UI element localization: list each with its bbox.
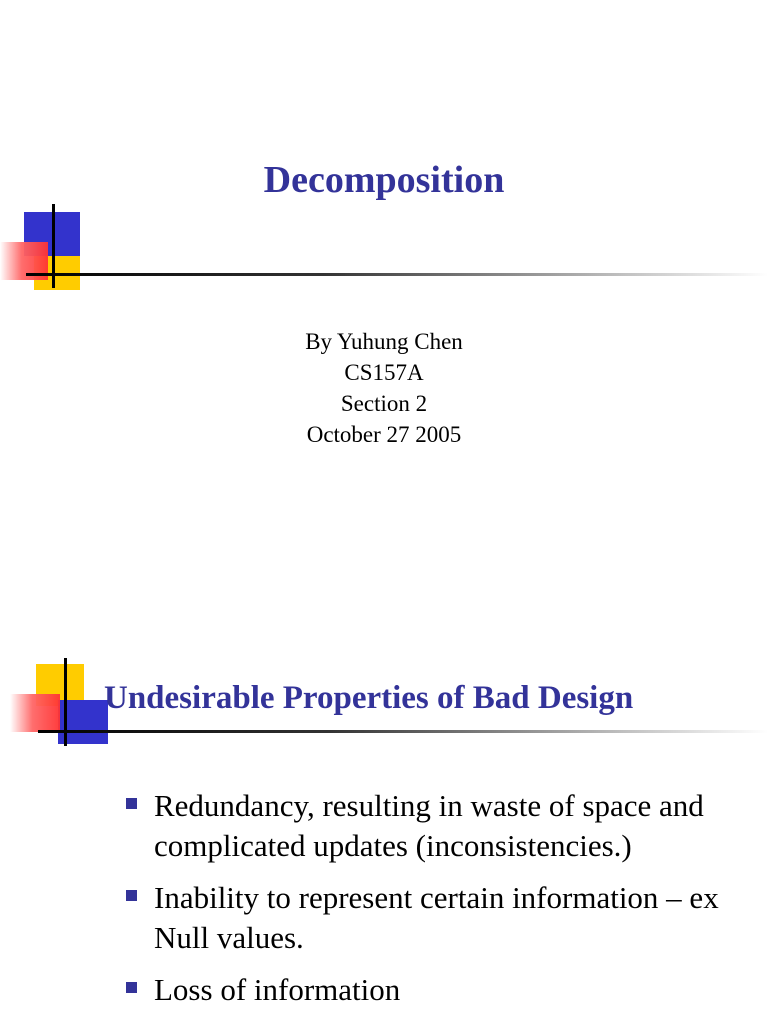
list-item: [124, 786, 734, 866]
square-bullet-icon: [126, 890, 137, 901]
slide-2-title: Undesirable Properties of Bad Design: [104, 680, 634, 716]
slide-2-decoration: [0, 658, 110, 750]
slide-bad-design: [0, 636, 768, 1024]
course-line: CS157A: [344, 360, 424, 385]
red-square: [10, 694, 60, 732]
list-item: [124, 878, 734, 958]
title-underline: [26, 273, 768, 276]
bullet-text: Redundancy, resulting in waste of space and complicated updates (inconsistencies.): [154, 788, 704, 863]
slide-1-decoration: [0, 204, 100, 294]
bullet-text: Loss of information: [154, 972, 401, 1007]
date-line: October 27 2005: [306, 422, 462, 447]
slide-1-subtitle: [0, 326, 768, 450]
section-line: Section 2: [340, 391, 428, 416]
title-underline: [38, 730, 768, 733]
square-bullet-icon: [126, 982, 137, 993]
list-item: [124, 970, 734, 1010]
slide-1-title: Decomposition: [263, 159, 505, 201]
bullet-text: Inability to represent certain information – ex Null values.: [154, 880, 719, 955]
bullet-list: [124, 786, 734, 1022]
author-line: By Yuhung Chen: [305, 329, 463, 354]
square-bullet-icon: [126, 798, 137, 809]
